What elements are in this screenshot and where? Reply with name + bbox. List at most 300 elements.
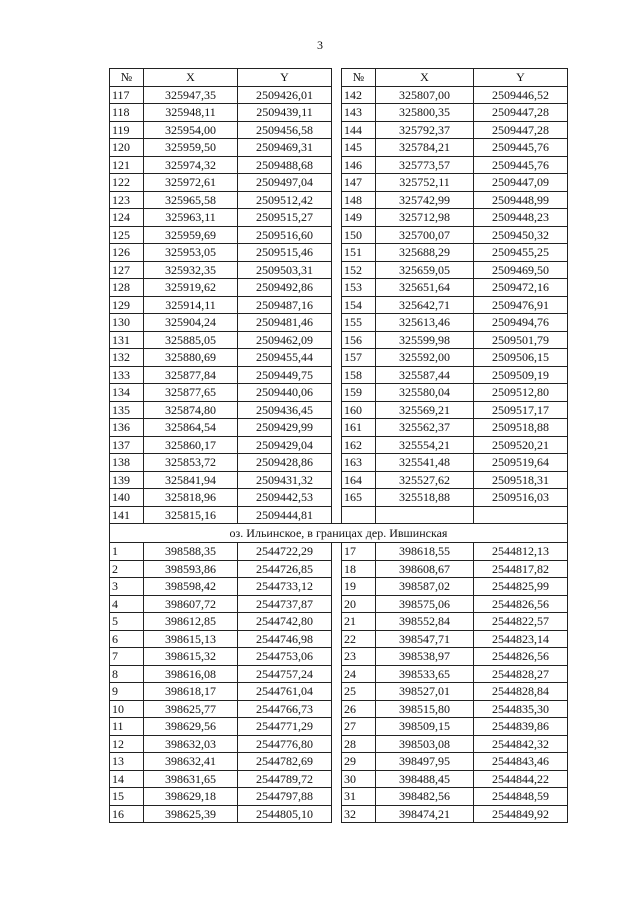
coord-y: 2544761,04: [238, 683, 332, 701]
point-number: 156: [342, 331, 376, 349]
coord-x: 325742,99: [376, 191, 474, 209]
table-row: [110, 261, 568, 279]
coord-y: 2544817,82: [474, 560, 568, 578]
coord-y: 2509516,60: [238, 226, 332, 244]
point-number: 158: [342, 366, 376, 384]
coord-x: 325947,35: [144, 86, 238, 104]
table-row: [110, 419, 568, 437]
point-number: 150: [342, 226, 376, 244]
point-number: 12: [110, 735, 144, 753]
page-number: 3: [317, 38, 323, 52]
coord-x: 325864,54: [144, 419, 238, 437]
coord-x: 325562,37: [376, 419, 474, 437]
coord-y: 2509431,32: [238, 471, 332, 489]
coord-y: 2544782,69: [238, 753, 332, 771]
header-x: X: [376, 69, 474, 87]
point-number: 117: [110, 86, 144, 104]
point-number: 165: [342, 489, 376, 507]
coord-y: 2544823,14: [474, 630, 568, 648]
point-number: 24: [342, 665, 376, 683]
column-gap: [332, 244, 342, 262]
coord-y: 2509447,28: [474, 104, 568, 122]
coord-y: 2544789,72: [238, 770, 332, 788]
coord-y: 2509436,45: [238, 401, 332, 419]
coord-y: 2544842,32: [474, 735, 568, 753]
column-gap: [332, 595, 342, 613]
column-gap: [332, 788, 342, 806]
coord-y: 2509512,42: [238, 191, 332, 209]
coord-x: 398527,01: [376, 683, 474, 701]
point-number: 14: [110, 770, 144, 788]
coord-y: 2509469,50: [474, 261, 568, 279]
coord-x: 398615,32: [144, 648, 238, 666]
coord-x: 398625,39: [144, 805, 238, 823]
header-num: №: [342, 69, 376, 87]
column-gap: [332, 331, 342, 349]
point-number: 121: [110, 156, 144, 174]
coord-x: 325784,21: [376, 139, 474, 157]
coord-x: 325953,05: [144, 244, 238, 262]
coord-y: 2509503,31: [238, 261, 332, 279]
table-row: [110, 331, 568, 349]
coord-y: 2509442,53: [238, 489, 332, 507]
coord-y: 2509447,28: [474, 121, 568, 139]
point-number: 19: [342, 578, 376, 596]
point-number: 161: [342, 419, 376, 437]
coord-x: [376, 506, 474, 524]
coord-y: 2509445,76: [474, 139, 568, 157]
column-gap: [332, 648, 342, 666]
column-gap: [332, 735, 342, 753]
point-number: 26: [342, 700, 376, 718]
coord-x: 325587,44: [376, 366, 474, 384]
coord-x: 325880,69: [144, 349, 238, 367]
coord-y: 2544825,99: [474, 578, 568, 596]
point-number: 133: [110, 366, 144, 384]
column-gap: [332, 121, 342, 139]
coord-y: 2509519,64: [474, 454, 568, 472]
column-gap: [332, 174, 342, 192]
point-number: 164: [342, 471, 376, 489]
table-row: [110, 489, 568, 507]
point-number: 135: [110, 401, 144, 419]
column-gap: [332, 366, 342, 384]
point-number: 124: [110, 209, 144, 227]
coord-y: 2544737,87: [238, 595, 332, 613]
coord-x: 325877,84: [144, 366, 238, 384]
column-gap: [332, 665, 342, 683]
coord-y: 2509445,76: [474, 156, 568, 174]
coord-x: 325807,00: [376, 86, 474, 104]
coord-y: 2509448,23: [474, 209, 568, 227]
coord-y: 2544742,80: [238, 613, 332, 631]
coord-y: 2509448,99: [474, 191, 568, 209]
coord-x: 325841,94: [144, 471, 238, 489]
coord-x: 325592,00: [376, 349, 474, 367]
coord-y: 2544843,46: [474, 753, 568, 771]
coord-x: 325919,62: [144, 279, 238, 297]
point-number: 7: [110, 648, 144, 666]
table-row: [110, 753, 568, 771]
point-number: 146: [342, 156, 376, 174]
coord-x: 325874,80: [144, 401, 238, 419]
coord-y: 2509447,09: [474, 174, 568, 192]
coord-y: 2509428,86: [238, 454, 332, 472]
coord-y: 2544848,59: [474, 788, 568, 806]
coord-x: 325712,98: [376, 209, 474, 227]
point-number: 118: [110, 104, 144, 122]
point-number: 159: [342, 384, 376, 402]
coord-x: 325904,24: [144, 314, 238, 332]
column-gap: [332, 471, 342, 489]
column-gap: [332, 86, 342, 104]
point-number: 154: [342, 296, 376, 314]
coord-x: 398629,56: [144, 718, 238, 736]
point-number: 140: [110, 489, 144, 507]
point-number: 28: [342, 735, 376, 753]
point-number: 5: [110, 613, 144, 631]
coord-x: 398552,84: [376, 613, 474, 631]
point-number: 3: [110, 578, 144, 596]
header-y: Y: [474, 69, 568, 87]
coord-x: 325885,05: [144, 331, 238, 349]
point-number: 141: [110, 506, 144, 524]
coord-x: 325972,61: [144, 174, 238, 192]
coord-x: 398575,06: [376, 595, 474, 613]
coord-y: 2544849,92: [474, 805, 568, 823]
column-gap: [332, 506, 342, 524]
coord-y: [474, 506, 568, 524]
coord-x: 325773,57: [376, 156, 474, 174]
column-gap: [332, 578, 342, 596]
coord-y: 2509462,09: [238, 331, 332, 349]
coord-y: 2509426,01: [238, 86, 332, 104]
table-row: [110, 401, 568, 419]
coord-y: 2544822,57: [474, 613, 568, 631]
coord-y: 2509455,44: [238, 349, 332, 367]
column-gap: [332, 349, 342, 367]
column-gap: [332, 104, 342, 122]
coord-x: 398631,65: [144, 770, 238, 788]
coord-x: 325963,11: [144, 209, 238, 227]
coord-y: 2509512,80: [474, 384, 568, 402]
coord-y: 2544766,73: [238, 700, 332, 718]
coord-x: 398615,13: [144, 630, 238, 648]
coord-y: 2509444,81: [238, 506, 332, 524]
coord-y: 2544771,29: [238, 718, 332, 736]
coord-x: 325642,71: [376, 296, 474, 314]
point-number: 27: [342, 718, 376, 736]
point-number: 32: [342, 805, 376, 823]
coord-x: 325815,16: [144, 506, 238, 524]
point-number: 160: [342, 401, 376, 419]
table-row: [110, 648, 568, 666]
point-number: 128: [110, 279, 144, 297]
coord-y: 2509518,31: [474, 471, 568, 489]
coord-x: 398538,97: [376, 648, 474, 666]
section-title: оз. Ильинское, в границах дер. Ившинская: [110, 524, 568, 543]
table-row: [110, 209, 568, 227]
table-row: [110, 506, 568, 524]
point-number: 15: [110, 788, 144, 806]
coord-x: 325853,72: [144, 454, 238, 472]
coord-x: 398503,08: [376, 735, 474, 753]
coord-y: 2509456,58: [238, 121, 332, 139]
column-gap: [332, 700, 342, 718]
coord-x: 398629,18: [144, 788, 238, 806]
coord-x: 325800,35: [376, 104, 474, 122]
column-gap: [332, 279, 342, 297]
coord-y: 2544733,12: [238, 578, 332, 596]
coord-x: 398533,65: [376, 665, 474, 683]
point-number: 122: [110, 174, 144, 192]
coord-y: 2509506,15: [474, 349, 568, 367]
table-row: [110, 156, 568, 174]
table-row: [110, 560, 568, 578]
point-number: 8: [110, 665, 144, 683]
point-number: 132: [110, 349, 144, 367]
coord-y: 2544812,13: [474, 543, 568, 561]
coord-y: 2509450,32: [474, 226, 568, 244]
point-number: 123: [110, 191, 144, 209]
point-number: 13: [110, 753, 144, 771]
coord-y: 2544746,98: [238, 630, 332, 648]
point-number: 155: [342, 314, 376, 332]
point-number: 143: [342, 104, 376, 122]
section-row: [110, 524, 568, 543]
column-gap: [332, 489, 342, 507]
column-gap: [332, 718, 342, 736]
table-row: [110, 366, 568, 384]
table-row: [110, 665, 568, 683]
table-row: [110, 296, 568, 314]
coord-x: 325954,00: [144, 121, 238, 139]
point-number: 127: [110, 261, 144, 279]
column-gap: [332, 770, 342, 788]
coord-y: 2544753,06: [238, 648, 332, 666]
coord-y: 2509487,16: [238, 296, 332, 314]
column-gap: [332, 419, 342, 437]
column-gap: [332, 384, 342, 402]
column-gap: [332, 543, 342, 561]
column-gap: [332, 805, 342, 823]
coord-x: 398632,03: [144, 735, 238, 753]
coord-y: 2509494,76: [474, 314, 568, 332]
coord-x: 325613,46: [376, 314, 474, 332]
coord-x: 325959,50: [144, 139, 238, 157]
coord-y: 2509515,27: [238, 209, 332, 227]
coord-y: 2544797,88: [238, 788, 332, 806]
coordinates-table: [109, 68, 568, 823]
column-gap: [332, 683, 342, 701]
coord-x: 398608,67: [376, 560, 474, 578]
coord-y: 2509469,31: [238, 139, 332, 157]
column-gap: [332, 560, 342, 578]
coord-y: 2509455,25: [474, 244, 568, 262]
table-row: [110, 314, 568, 332]
coord-y: 2509488,68: [238, 156, 332, 174]
coord-y: 2509518,88: [474, 419, 568, 437]
point-number: 17: [342, 543, 376, 561]
point-number: 139: [110, 471, 144, 489]
point-number: 23: [342, 648, 376, 666]
column-gap: [332, 296, 342, 314]
coord-x: 325688,29: [376, 244, 474, 262]
point-number: 147: [342, 174, 376, 192]
table-row: [110, 683, 568, 701]
coord-x: 325752,11: [376, 174, 474, 192]
coord-x: 398625,77: [144, 700, 238, 718]
point-number: 134: [110, 384, 144, 402]
coord-y: 2509516,03: [474, 489, 568, 507]
coord-y: 2509481,46: [238, 314, 332, 332]
coord-y: 2509429,99: [238, 419, 332, 437]
coord-x: 325541,48: [376, 454, 474, 472]
coord-x: 325877,65: [144, 384, 238, 402]
coord-y: 2509476,91: [474, 296, 568, 314]
coord-x: 398593,86: [144, 560, 238, 578]
point-number: 162: [342, 436, 376, 454]
coord-y: 2544826,56: [474, 595, 568, 613]
coord-x: 325651,64: [376, 279, 474, 297]
coord-x: 398588,35: [144, 543, 238, 561]
point-number: 16: [110, 805, 144, 823]
header-num: №: [110, 69, 144, 87]
block2-body: [110, 543, 568, 823]
coord-y: 2544839,86: [474, 718, 568, 736]
column-gap: [332, 209, 342, 227]
point-number: 151: [342, 244, 376, 262]
coord-x: 398482,56: [376, 788, 474, 806]
coord-y: 2509497,04: [238, 174, 332, 192]
coord-x: 325527,62: [376, 471, 474, 489]
point-number: 130: [110, 314, 144, 332]
coord-x: 325818,96: [144, 489, 238, 507]
column-gap: [332, 454, 342, 472]
coord-x: 325580,04: [376, 384, 474, 402]
point-number: 137: [110, 436, 144, 454]
table-row: [110, 770, 568, 788]
column-gap: [332, 226, 342, 244]
point-number: 25: [342, 683, 376, 701]
column-gap: [332, 314, 342, 332]
coord-y: 2544776,80: [238, 735, 332, 753]
table-row: [110, 700, 568, 718]
coord-x: 398632,41: [144, 753, 238, 771]
coord-x: 398616,08: [144, 665, 238, 683]
coord-x: 325569,21: [376, 401, 474, 419]
table-row: [110, 613, 568, 631]
table-row: [110, 595, 568, 613]
point-number: 31: [342, 788, 376, 806]
coord-x: 398618,55: [376, 543, 474, 561]
coord-x: 398587,02: [376, 578, 474, 596]
coord-y: 2544828,27: [474, 665, 568, 683]
table-row: [110, 191, 568, 209]
coord-x: 398509,15: [376, 718, 474, 736]
table-row: [110, 86, 568, 104]
table-row: [110, 104, 568, 122]
point-number: 22: [342, 630, 376, 648]
column-gap: [332, 156, 342, 174]
table-row: [110, 630, 568, 648]
coord-y: 2544757,24: [238, 665, 332, 683]
coord-x: 325959,69: [144, 226, 238, 244]
point-number: 125: [110, 226, 144, 244]
coord-y: 2544826,56: [474, 648, 568, 666]
point-number: 144: [342, 121, 376, 139]
coord-x: 325659,05: [376, 261, 474, 279]
column-gap: [332, 401, 342, 419]
coord-y: 2509429,04: [238, 436, 332, 454]
table-row: [110, 543, 568, 561]
table-row: [110, 226, 568, 244]
coord-y: 2509509,19: [474, 366, 568, 384]
coord-x: 325700,07: [376, 226, 474, 244]
coord-x: 325914,11: [144, 296, 238, 314]
point-number: 2: [110, 560, 144, 578]
header-x: X: [144, 69, 238, 87]
block1-body: [110, 86, 568, 524]
coord-x: 325792,37: [376, 121, 474, 139]
coord-x: 325599,98: [376, 331, 474, 349]
point-number: 1: [110, 543, 144, 561]
table-row: [110, 788, 568, 806]
table-row: [110, 578, 568, 596]
coord-x: 398618,17: [144, 683, 238, 701]
column-gap: [332, 191, 342, 209]
table-row: [110, 471, 568, 489]
point-number: 9: [110, 683, 144, 701]
point-number: 4: [110, 595, 144, 613]
table-row: [110, 349, 568, 367]
point-number: 148: [342, 191, 376, 209]
table-row: [110, 174, 568, 192]
coord-y: 2509449,75: [238, 366, 332, 384]
point-number: 157: [342, 349, 376, 367]
table-header-row: [110, 69, 568, 87]
table-row: [110, 436, 568, 454]
coord-x: 398547,71: [376, 630, 474, 648]
point-number: 138: [110, 454, 144, 472]
point-number: 163: [342, 454, 376, 472]
table-row: [110, 121, 568, 139]
coord-x: 325554,21: [376, 436, 474, 454]
table-row: [110, 735, 568, 753]
point-number: 136: [110, 419, 144, 437]
point-number: 20: [342, 595, 376, 613]
column-gap: [332, 436, 342, 454]
point-number: 131: [110, 331, 144, 349]
table-row: [110, 279, 568, 297]
coord-y: 2509439,11: [238, 104, 332, 122]
coord-x: 398488,45: [376, 770, 474, 788]
coord-y: 2544844,22: [474, 770, 568, 788]
point-number: 6: [110, 630, 144, 648]
coord-x: 398598,42: [144, 578, 238, 596]
point-number: 149: [342, 209, 376, 227]
point-number: 126: [110, 244, 144, 262]
point-number: 145: [342, 139, 376, 157]
coord-y: 2509501,79: [474, 331, 568, 349]
header-y: Y: [238, 69, 332, 87]
point-number: 21: [342, 613, 376, 631]
point-number: [342, 506, 376, 524]
table-row: [110, 139, 568, 157]
point-number: 129: [110, 296, 144, 314]
coord-x: 398497,95: [376, 753, 474, 771]
coord-x: 398515,80: [376, 700, 474, 718]
